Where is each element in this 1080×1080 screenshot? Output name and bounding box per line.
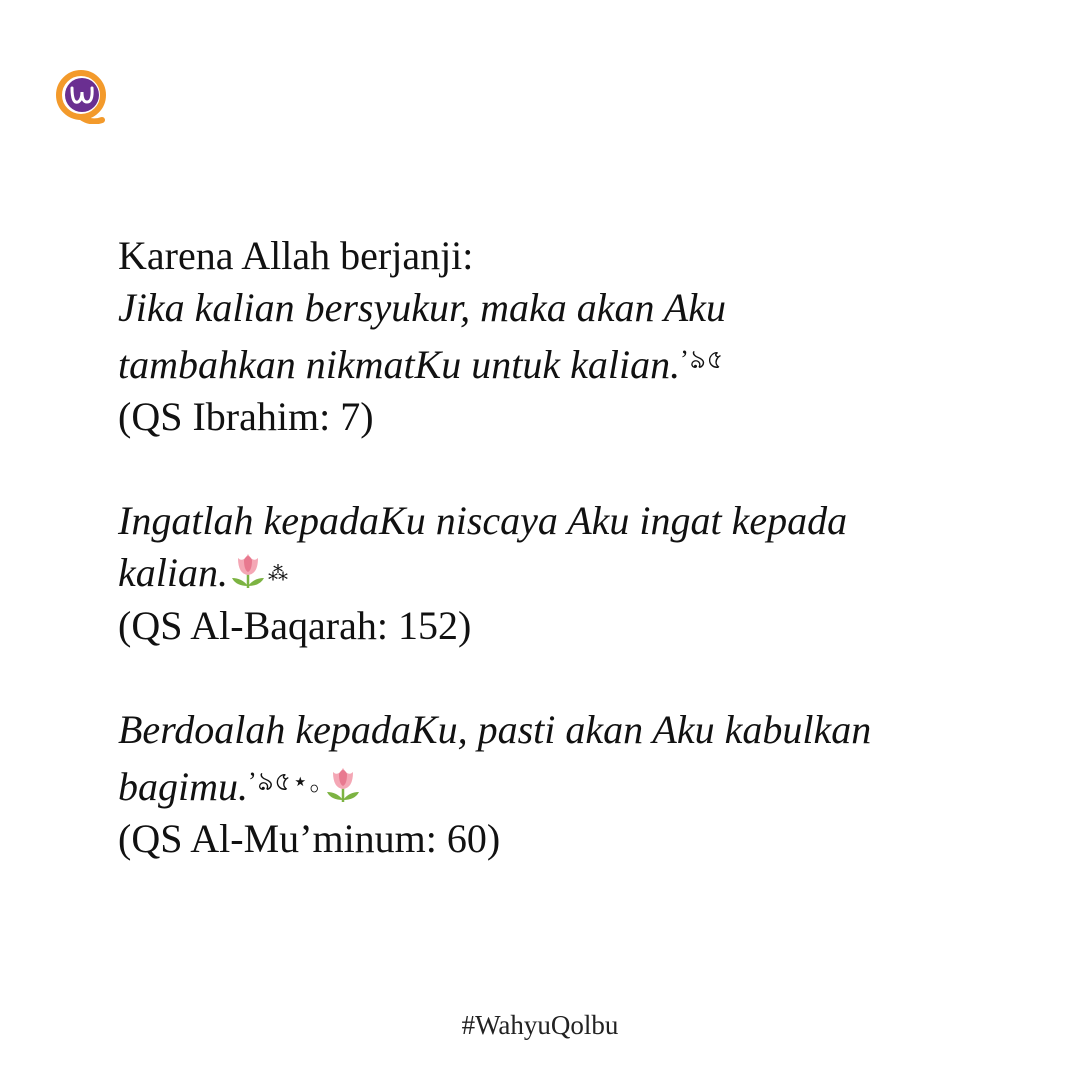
block3-quote-line2-text: bagimu. [118, 764, 248, 809]
block1-quote-line1: Jika kalian bersyukur, maka akan Aku [118, 285, 726, 330]
block2-quote-line2 [118, 547, 998, 600]
block3-quote-line1: Berdoalah kepadaKu, pasti akan Aku kabulkan [118, 707, 872, 752]
tulip-icon [228, 548, 268, 592]
wq-circle-logo-icon [56, 70, 106, 124]
block1-decoration: ’ঌ৫ [680, 345, 725, 374]
block1-quote-line2 [118, 334, 998, 391]
hashtag-footer: #WahyuQolbu [461, 1010, 619, 1040]
quotes-content [118, 230, 998, 865]
block2-sparkle: ⁂ [267, 563, 288, 585]
block3-reference: (QS Al-Mu’minum: 60) [118, 816, 501, 861]
block1-reference: (QS Ibrahim: 7) [118, 394, 374, 439]
block2-quote-line1: Ingatlah kepadaKu niscaya Aku ingat kepada [118, 498, 848, 543]
block1-intro: Karena Allah berjanji: [118, 233, 474, 278]
block3-quote-line2 [118, 756, 998, 813]
block2-quote-line2-text: kalian. [118, 550, 228, 595]
block1-quote-line2-text: tambahkan nikmatKu untuk kalian. [118, 342, 681, 387]
block2-reference: (QS Al-Baqarah: 152) [118, 603, 472, 648]
tulip-icon [323, 762, 363, 806]
block3-decoration: ’ঌ৫⋆｡ [248, 767, 324, 796]
